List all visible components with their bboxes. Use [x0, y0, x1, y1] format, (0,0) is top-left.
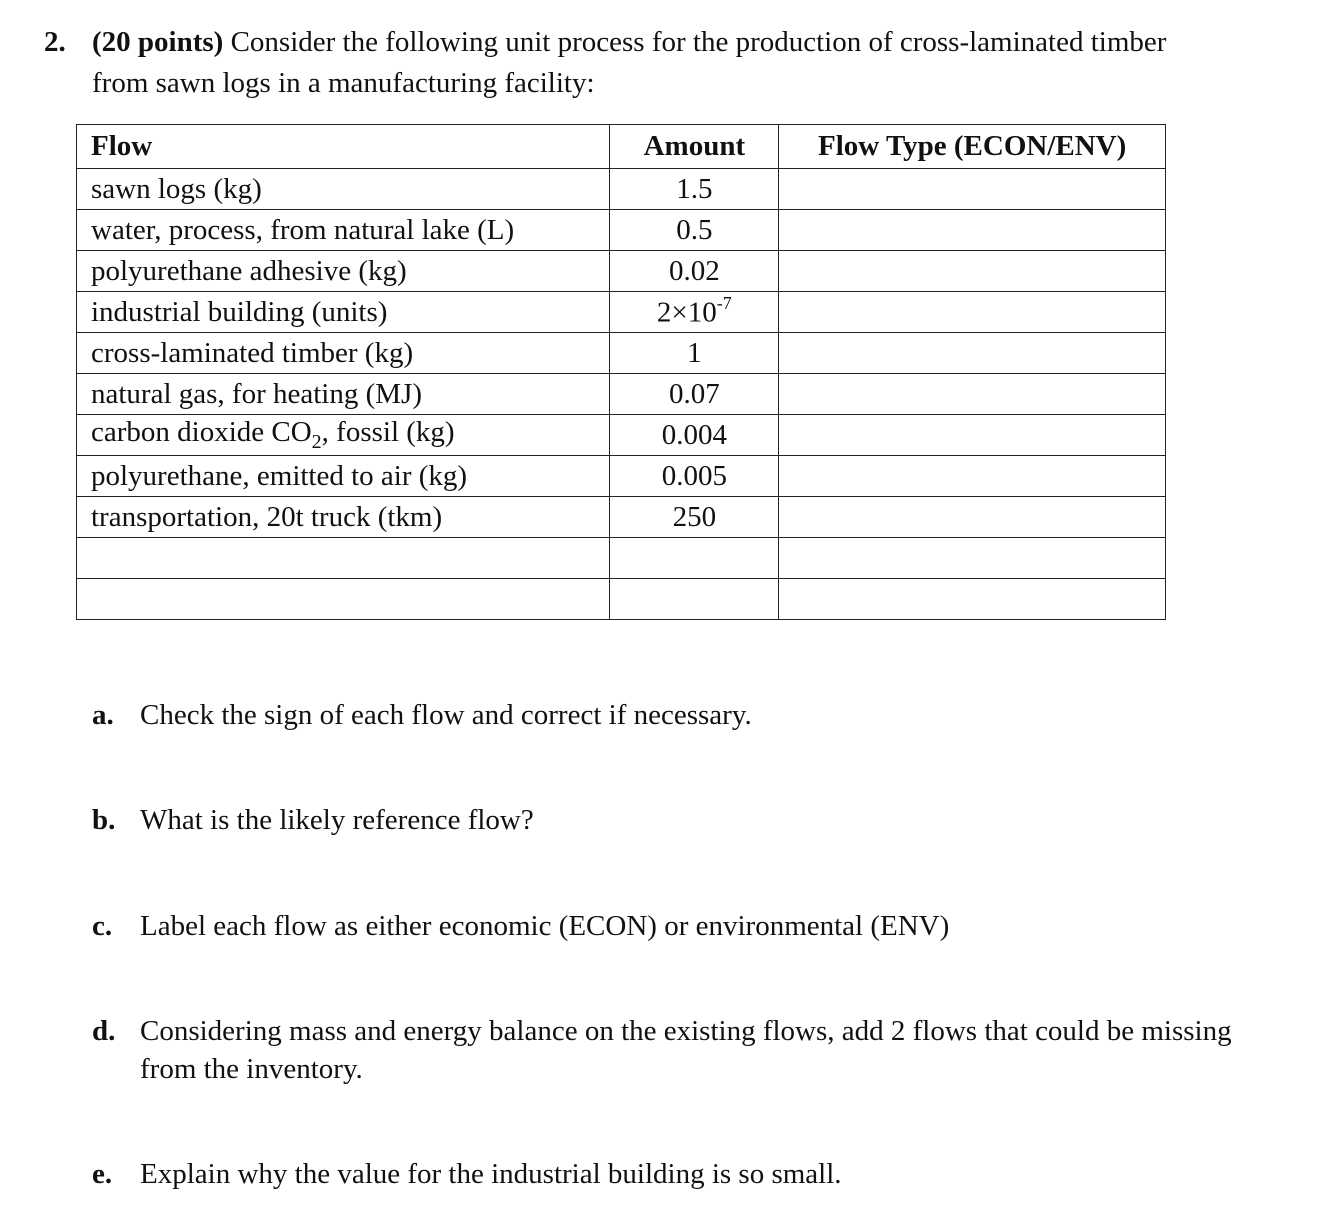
table-row: [77, 251, 1166, 292]
table-row: [77, 169, 1166, 210]
flow-cell: polyurethane adhesive (kg): [77, 251, 610, 292]
sub-question-text: Considering mass and energy balance on the existing flows, add 2 flows that could be missing from the inventory.: [140, 1015, 1232, 1085]
table-row: [77, 210, 1166, 251]
question-points: (20 points): [92, 26, 224, 58]
table-header-row: [77, 125, 1166, 169]
sub-question-letter: d.: [92, 1015, 116, 1047]
flow-cell[interactable]: [77, 579, 610, 620]
sub-question-d: [92, 1012, 1272, 1088]
flow-cell[interactable]: [77, 538, 610, 579]
sub-question-text: Check the sign of each flow and correct if necessary.: [140, 699, 752, 731]
amount-cell: 0.004: [610, 415, 779, 456]
amount-exponent: -7: [716, 292, 732, 313]
flow-type-cell[interactable]: [779, 456, 1166, 497]
table-row: [77, 497, 1166, 538]
sub-question-letter: c.: [92, 910, 113, 942]
amount-cell[interactable]: [610, 579, 779, 620]
table-row: [77, 333, 1166, 374]
flow-cell: industrial building (units): [77, 292, 610, 333]
sub-question-letter: a.: [92, 699, 114, 731]
table-row: [77, 374, 1166, 415]
sub-question-letter: b.: [92, 804, 116, 836]
question-number: 2.: [44, 26, 66, 58]
sub-question-text: Label each flow as either economic (ECON) or environmental (ENV): [140, 910, 950, 942]
sub-question-text: What is the likely reference flow?: [140, 804, 534, 836]
amount-cell: 1: [610, 333, 779, 374]
table-row: [77, 292, 1166, 333]
amount-cell: 1.5: [610, 169, 779, 210]
amount-cell: 0.02: [610, 251, 779, 292]
flow-type-cell[interactable]: [779, 415, 1166, 456]
question-text-line-1: Consider the following unit process for the production of cross-laminated timber: [223, 26, 1167, 58]
flow-type-cell[interactable]: [779, 374, 1166, 415]
flow-cell: natural gas, for heating (MJ): [77, 374, 610, 415]
sub-question-c: [92, 907, 1272, 945]
header-amount: Amount: [610, 125, 779, 169]
header-flow: Flow: [77, 125, 610, 169]
flow-type-cell[interactable]: [779, 169, 1166, 210]
amount-cell: 0.07: [610, 374, 779, 415]
flow-table: [76, 124, 1166, 620]
flow-text-pre: carbon dioxide CO: [91, 416, 312, 449]
flow-cell: cross-laminated timber (kg): [77, 333, 610, 374]
flow-type-cell[interactable]: [779, 497, 1166, 538]
amount-cell[interactable]: [610, 538, 779, 579]
flow-cell: transportation, 20t truck (tkm): [77, 497, 610, 538]
flow-cell: polyurethane, emitted to air (kg): [77, 456, 610, 497]
amount-cell: 0.5: [610, 210, 779, 251]
flow-type-cell[interactable]: [779, 538, 1166, 579]
table-row-empty: [77, 538, 1166, 579]
flow-cell: [77, 415, 610, 456]
table-row: [77, 415, 1166, 456]
flow-cell: water, process, from natural lake (L): [77, 210, 610, 251]
flow-type-cell[interactable]: [779, 210, 1166, 251]
flow-text-post: , fossil (kg): [321, 416, 455, 449]
sub-question-letter: e.: [92, 1158, 113, 1190]
sub-question-e: [92, 1155, 1272, 1193]
flow-subscript: 2: [311, 430, 322, 453]
sub-question-text: Explain why the value for the industrial building is so small.: [140, 1158, 842, 1190]
flow-cell: sawn logs (kg): [77, 169, 610, 210]
flow-type-cell[interactable]: [779, 292, 1166, 333]
amount-cell: [610, 292, 779, 333]
sub-question-b: [92, 801, 1272, 839]
question-line-1: [44, 22, 1294, 63]
flow-type-cell[interactable]: [779, 333, 1166, 374]
amount-base: 2×10: [656, 296, 717, 329]
amount-cell: 0.005: [610, 456, 779, 497]
header-flow-type: Flow Type (ECON/ENV): [779, 125, 1166, 169]
table-row: [77, 456, 1166, 497]
flow-type-cell[interactable]: [779, 251, 1166, 292]
question-text-line-2: from sawn logs in a manufacturing facility:: [92, 67, 595, 99]
sub-question-a: [92, 696, 1272, 734]
amount-cell: 250: [610, 497, 779, 538]
question-header: [44, 22, 1294, 104]
table-row-empty: [77, 579, 1166, 620]
flow-type-cell[interactable]: [779, 579, 1166, 620]
